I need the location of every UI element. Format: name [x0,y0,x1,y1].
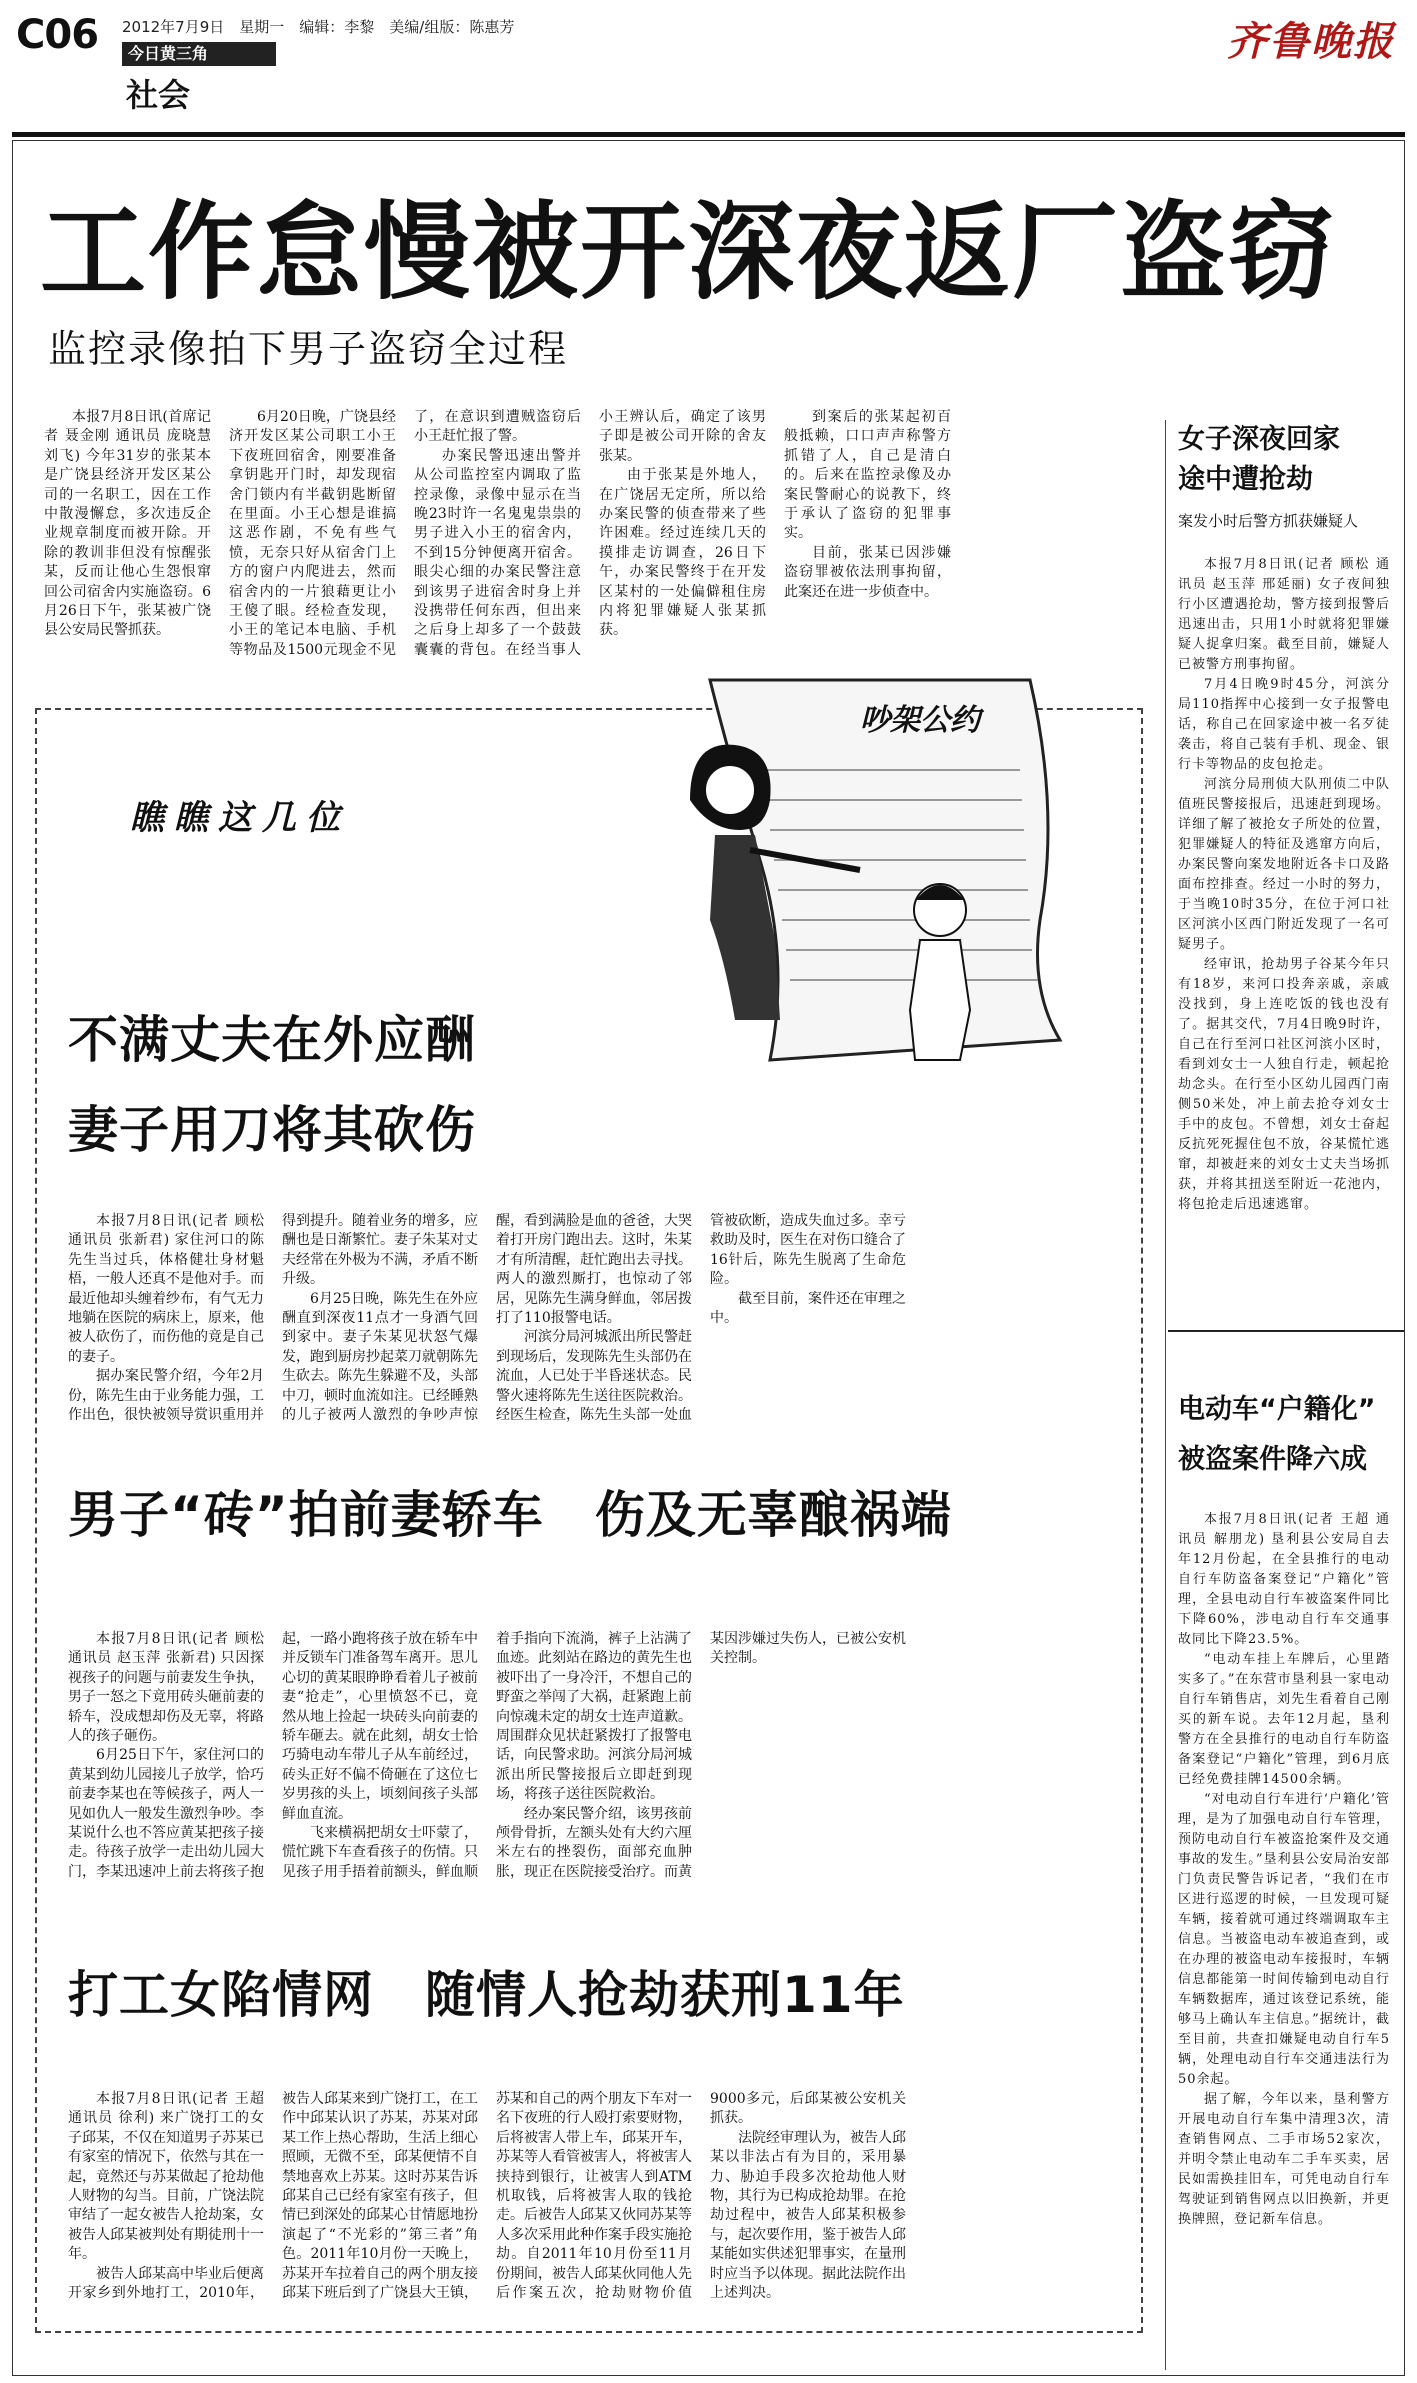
side-story1-body [1178,555,1390,1315]
side-story2-body [1178,1510,1390,2350]
side-story1-subhead: 案发小时后警方抓获嫌疑人 [1178,512,1359,530]
side-story2-paragraph: 据了解，今年以来，垦利警方开展电动自行车集中清理3次，清查销售网点、二手市场52家次，并明令禁止电动车二手车买卖，居民如需换挂旧车，可凭电动自行车驾驶证到销售网点以旧换新，并更换牌照，登记新车信息。 [1178,2092,1390,2227]
column-divider [1165,420,1166,2370]
side-story1-paragraph: 经审讯，抢劫男子谷某今年只有18岁，来河口投奔亲戚，亲戚没找到，身上连吃饭的钱也没有了。据其交代，7月4日晚9时许，自己在行至河口社区河滨小区时，看到刘女士一人独自行走，顿起抢劫念头。在行至小区幼儿园西门南侧50米处，冲上前去抢夺刘女士手中的皮包。不曾想，刘女士奋起反抗死死握住包不放，谷某慌忙逃窜，却被赶来的刘女士丈夫当场抓获，并将其扭送至附近一花池内，将包抢走后迅速逃窜。 [1178,957,1390,1212]
lead-deck: 监控录像拍下男子盗窃全过程 [48,327,569,371]
story2-paragraph: 6月25日下午，家住河口的黄某到幼儿园接儿子放学，恰巧前妻李某也在等候孩子，两人一见如仇人一般发生激烈争吵。李某说什么也不答应黄某把孩子接走。待孩子放学一走出幼儿园大门，李某迅速冲上前去将孩子抱起，一路小跑将孩子放在轿车中并反锁车门准备驾车离开。思儿心切的黄某眼睁睁看着儿子被前妻“抢走”，心里愤怒不已，竟然从地上捡起一块砖头向前妻的轿车砸去。就在此刻，胡女士恰巧骑电动车带儿子从车前经过，砖头正好不偏不倚砸在了这位七岁男孩的头上，顷刻间孩子头部鲜血直流。 [68,1631,478,1880]
story2-body [68,1630,1120,1900]
story2-paragraph: 经办案民警介绍，该男孩前颅骨骨折，左额头处有大约六厘米左右的挫裂伤，面部充血肿胀，现正在医院接受治疗。而黄某因涉嫌过失伤人，已被公安机关控制。 [496,1631,906,1880]
sidebar-rule [1168,1330,1404,1332]
side-story1-paragraph: 7月4日晚9时45分，河滨分局110指挥中心接到一女子报警电话，称自己在回家途中被一名歹徒袭击，将自己装有手机、现金、银行卡等物品的皮包抢走。 [1178,677,1390,772]
story3-body [68,2090,1120,2320]
argument-illustration [560,660,1120,1080]
side-story1-headline-line1: 女子深夜回家 [1178,424,1340,455]
story2-paragraph: 飞来横祸把胡女士吓蒙了，慌忙跳下车查看孩子的伤情。只见孩子用手捂着前额头，鲜血顺着手指向下流淌，裤子上沾满了血迹。此刻站在路边的黄先生也被吓出了一身冷汗，不想自己的野蛮之举闯了大祸，赶紧跑上前向惊魂未定的胡女士连声道歉。周围群众见状赶紧拨打了报警电话，向民警求助。河滨分局河城派出所民警接报后立即赶到现场，将孩子送往医院救治。 [282,1631,692,1880]
section-tab: 今日黄三角 [122,42,276,66]
side-story1-headline [1178,420,1398,500]
side-story2-headline [1178,1385,1398,1485]
side-story1-paragraph: 河滨分局刑侦大队刑侦二中队值班民警接报后，迅速赶到现场。详细了解了被抢女子所处的位置，犯罪嫌疑人的特征及逃窜方向后，办案民警向案发地附近各卡口及路面布控排查。经过一小时的努力，于当晚10时35分，在位于河口社区河滨小区西门附近发现了一名可疑男子。 [1178,777,1390,952]
lead-paragraph: 6月20日晚，广饶县经济开发区某公司职工小王下夜班回宿舍，刚要准备拿钥匙开门时，却发现宿舍门锁内有半截钥匙断留在里面。小王心想是谁搞这恶作剧，不免有些气愤，无奈只好从宿舍门上方的窗户内爬进去，然而宿舍内的一片狼藉更让小王傻了眼。经检查发现，小王的笔记本电脑、手机等物品及1500元现金不见了，在意识到遭贼盗窃后小王赶忙报了警。 [229,409,581,658]
side-story1-paragraph: 本报7月8日讯(记者 顾松 通讯员 赵玉萍 邢延丽) 女子夜间独行小区遭遇抢劫，警方接到报警后迅速出击，只用1小时就将犯罪嫌疑人捉拿归案。截至目前，嫌疑人已被警方刑事拘留。 [1178,557,1390,672]
story1-paragraph: 截至目前，案件还在审理之中。 [710,1290,906,1327]
side-story2-headline-line2: 被盗案件降六成 [1178,1444,1367,1475]
lead-paragraph: 办案民警迅速出警并从公司监控室内调取了监控录像，录像中显示在当晚23时许一名鬼鬼祟祟的男子进入小王的宿舍内，不到15分钟便离开宿舍。眼尖心细的办案民警注意到该男子进宿舍时身上并没携带任何东西，但出来之后身上却多了一个鼓鼓囊囊的背包。在经当事人小王辨认后，确定了该男子即是被公司开除的舍友张某。 [414,409,766,658]
story1-paragraph: 6月25日晚，陈先生在外应酬直到深夜11点才一身酒气回到家中。妻子朱某见状怒气爆发，跑到厨房抄起菜刀就朝陈先生砍去。陈先生躲避不及，头部中刀，顿时血流如注。已经睡熟的儿子被两人激烈的争吵声惊醒，看到满脸是血的爸爸，大哭着打开房门跑出去。这时，朱某才有所清醒，赶忙跑出去寻找。两人的激烈厮打，也惊动了邻居，见陈先生满身鲜血，邻居拨打了110报警电话。 [282,1213,692,1424]
newspaper-logo: 齐鲁晚报 [1227,18,1395,65]
story2-headline: 男子“砖”拍前妻轿车 伤及无辜酿祸端 [68,1486,952,1544]
story3-headline: 打工女陷情网 随情人抢劫获刑11年 [68,1966,905,2024]
story1-paragraph: 河滨分局河城派出所民警赶到现场后，发现陈先生头部仍在流血，人已处于半昏迷状态。民警火速将陈先生送往医院救治。经医生检查，陈先生头部一处血管被砍断，造成失血过多。幸亏救助及时，医生在对伤口缝合了16针后，陈先生脱离了生命危险。 [496,1213,906,1424]
lead-headline: 工作怠慢被开深夜返厂盗窃 [40,191,1336,314]
lead-paragraph: 本报7月8日讯(首席记者 聂金刚 通讯员 庞晓慧 刘飞) 今年31岁的张某本是广饶县经济开发区某公司的一名职工，因在工作中散漫懈怠，多次违反企业规章制度而被开除。开除的教训非但没有惊醒张某，反而让他心生怨恨窜回公司宿舍内实施盗窃。6月26日下午，张某被广饶县公安局民警抓获。 [44,409,211,639]
illustration-title: 吵架公约 [860,703,980,738]
story3-paragraph: 法院经审理认为，被告人邱某以非法占有为目的，采用暴力、胁迫手段多次抢劫他人财物，其行为已构成抢劫罪。在抢劫过程中，被告人邱某积极参与，起次要作用，鉴于被告人邱某能如实供述犯罪事实，在量刑时应当予以体现。据此法院作出上述判决。 [710,2129,906,2302]
story3-paragraph: 被告人邱某高中毕业后便离开家乡到外地打工，2010年，被告人邱某来到广饶打工，在工作中邱某认识了苏某，苏某对邱某工作上热心帮助，生活上细心照顾，无微不至，邱某便情不自禁地喜欢上苏某。这时苏某告诉邱某自己已经有家室有孩子，但情已到深处的邱某心甘情愿地扮演起了“不光彩的”第三者”角色。2011年10月份一天晚上，苏某开车拉着自己的两个朋友接邱某下班后到了广饶县大王镇，苏某和自己的两个朋友下车对一名下夜班的行人殴打索要财物，后将被害人带上车，邱某开车，苏某等人看管被害人，将被害人挟持到银行，让被害人到ATM机取钱，后将被害人取的钱抢走。后被告人邱某又伙同苏某等人多次采用此种作案手段实施抢劫。自2011年10月份至11月份期间，被告人邱某伙同他人先后作案五次，抢劫财物价值9000多元，后邱某被公安机关抓获。 [68,2091,906,2302]
side-story2-paragraph: 本报7月8日讯(记者 王超 通讯员 解朋龙) 垦利县公安局自去年12月份起，在全县推行的电动自行车防盗备案登记“户籍化”管理，全县电动自行车被盗案件同比下降60%，涉电动自行车交通事故同比下降23.5%。 [1178,1512,1390,1647]
story1-paragraph: 据办案民警介绍，今年2月份，陈先生由于业务能力强，工作出色，很快被领导赏识重用并得到提升。随着业务的增多，应酬也是日渐繁忙。妻子朱某对丈夫经常在外极为不满，矛盾不断升级。 [68,1213,478,1424]
side-story2-headline-line1: 电动车“户籍化” [1178,1394,1376,1425]
lead-paragraph: 由于张某是外地人，在广饶居无定所，所以给办案民警的侦查带来了些许困难。经过连续几天的摸排走访调查，26日下午，办案民警终于在开发区某村的一处偏僻租住房内将犯罪嫌疑人张某抓获。 [599,467,766,639]
side-story1-headline-line2: 途中遭抢劫 [1178,464,1313,495]
page-number: C06 [16,12,99,58]
masthead-rule [12,132,1405,137]
story3-paragraph: 本报7月8日讯(记者 王超 通讯员 徐利) 来广饶打工的女子邱某，不仅在知道男子苏某已有家室的情况下，依然与其在一起，竟然还与苏某做起了抢劫他人财物的勾当。目前，广饶法院审结了一起女被告人抢劫案，女被告人邱某被判处有期徒刑十一年。 [68,2091,264,2263]
issue-meta: 2012年7月9日 星期一 编辑：李黎 美编/组版：陈惠芳 [122,18,515,36]
story1-headline-line1: 不满丈夫在外应酬 [68,1011,476,1069]
feature-section-label: 瞧瞧这几位 [130,798,350,838]
story2-paragraph: 本报7月8日讯(记者 顾松 通讯员 赵玉萍 张新君) 只因探视孩子的问题与前妻发生争执，男子一怒之下竟用砖头砸前妻的轿车，没成想却伤及无辜，将路人的孩子砸伤。 [68,1631,264,1745]
lead-paragraph: 到案后的张某起初百般抵赖，口口声声称警方抓错了人，自己是清白的。后来在监控录像及办案民警耐心的说教下，终于承认了盗窃的犯罪事实。 [784,409,951,542]
story1-headline-line2: 妻子用刀将其砍伤 [68,1101,476,1159]
story1-body [68,1212,1120,1427]
side-story2-paragraph: “对电动自行车进行‘户籍化’管理，是为了加强电动自行车管理，预防电动自行车被盗抢案件及交通事故的发生。”垦利县公安局治安部门负责民警告诉记者，“我们在市区进行巡逻的时候，一旦发现可疑车辆，接着就可通过终端调取车主信息。当被盗电动车被追查到，或在办理的被盗电动车接报时，车辆信息都能第一时间传输到电动自行车辆数据库，通过该登记系统，能够马上确认车主信息。”据统计，截至目前，共查扣嫌疑电动自行车5辆，处理电动自行车交通违法行为50余起。 [1178,1792,1390,2087]
story1-paragraph: 本报7月8日讯(记者 顾松 通讯员 张新君) 家住河口的陈先生当过兵，体格健壮身材魁梧，一般人还真不是他对手。而最近他却头缠着纱布，有气无力地躺在医院的病床上，原来，他被人砍伤了，而伤他的竟是自己的妻子。 [68,1213,264,1365]
lead-body [44,408,1136,670]
section-name: 社会 [126,76,191,114]
lead-paragraph: 目前，张某已因涉嫌盗窃罪被依法刑事拘留，此案还在进一步侦查中。 [784,544,951,600]
side-story2-paragraph: “电动车挂上车牌后，心里踏实多了。”在东营市垦利县一家电动自行车销售店，刘先生看着自己刚买的新车说。去年12月起，垦利警方在全县推行的电动自行车防盗备案登记“户籍化”管理，到6月底已经免费挂牌14500余辆。 [1178,1652,1390,1787]
